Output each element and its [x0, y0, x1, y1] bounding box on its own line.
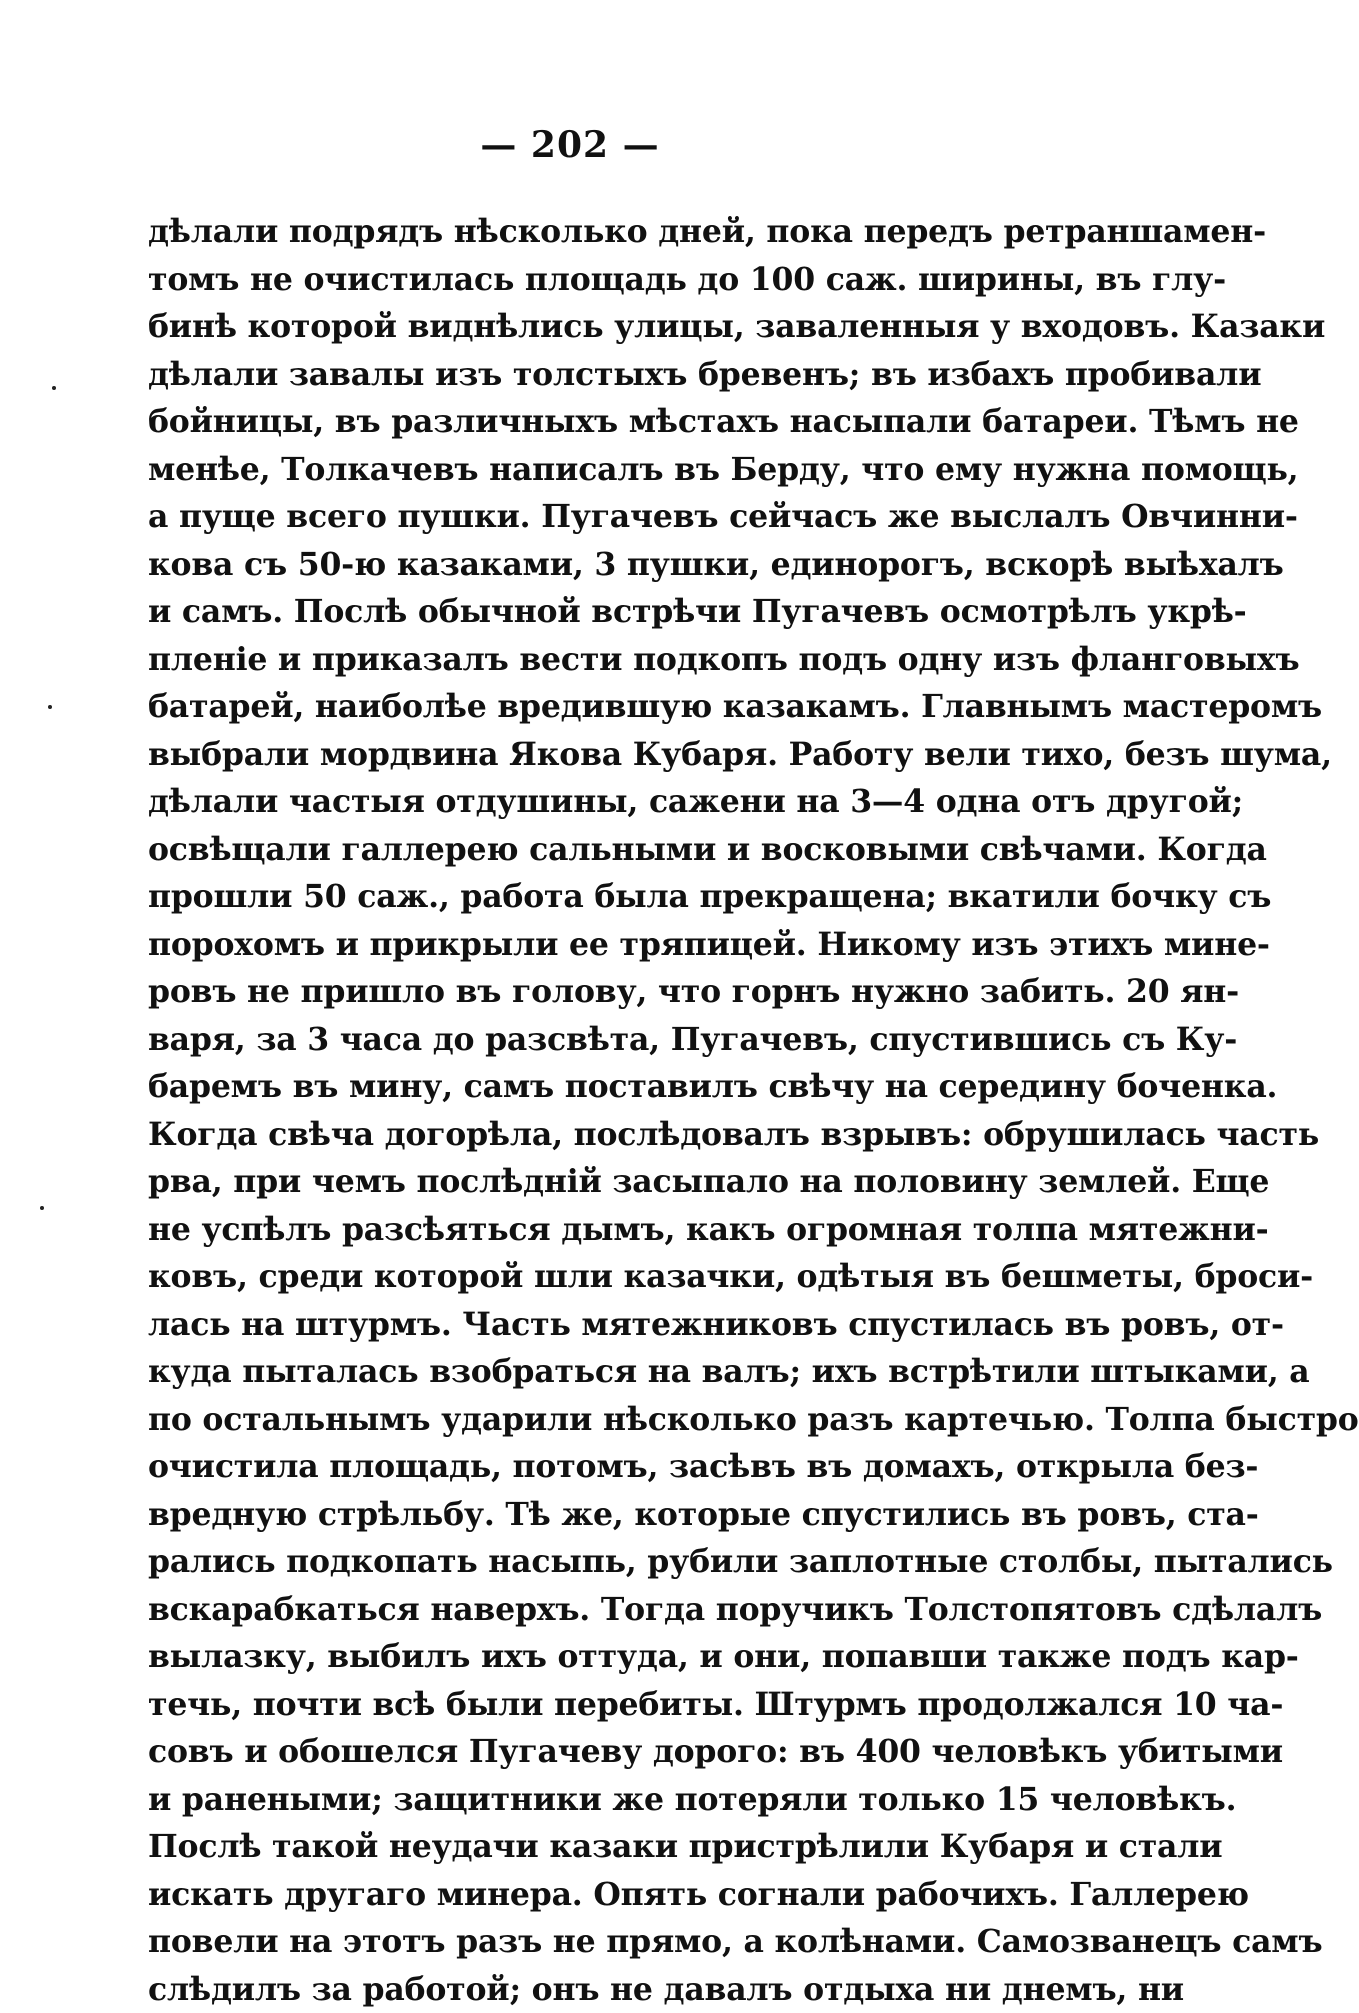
text-line: а пуще всего пушки. Пугачевъ сейчасъ же выслалъ Овчинни- [148, 493, 1088, 541]
text-line: дѣлали частыя отдушины, сажени на 3—4 одна отъ другой; [148, 778, 1088, 826]
text-line: ковъ, среди которой шли казачки, одѣтыя въ бешметы, броси- [148, 1253, 1088, 1301]
page-number: — 202 — [0, 124, 1140, 166]
text-line: лась на штурмъ. Часть мятежниковъ спустилась въ ровъ, от- [148, 1301, 1088, 1349]
text-line: повели на этотъ разъ не прямо, а колѣнами. Самозванецъ самъ [148, 1918, 1088, 1966]
text-line: совъ и обошелся Пугачеву дорого: въ 400 человѣкъ убитыми [148, 1728, 1088, 1776]
text-line: искать другаго минера. Опять согнали рабочихъ. Галлерею [148, 1871, 1088, 1919]
text-line: бинѣ которой виднѣлись улицы, заваленныя у входовъ. Казаки [148, 303, 1088, 351]
text-line: дѣлали подрядъ нѣсколько дней, пока передъ ретраншамен- [148, 208, 1088, 256]
text-line: слѣдилъ за работой; онъ не давалъ отдыха ни днемъ, ни [148, 1966, 1088, 2013]
scan-speck [40, 1206, 44, 1210]
text-line: вредную стрѣльбу. Тѣ же, которые спустились въ ровъ, ста- [148, 1491, 1088, 1539]
text-line: прошли 50 саж., работа была прекращена; вкатили бочку съ [148, 873, 1088, 921]
text-line: вылазку, выбилъ ихъ оттуда, и они, попавши также подъ кар- [148, 1633, 1088, 1681]
scan-speck [48, 705, 52, 709]
text-line: ровъ не пришло въ голову, что горнъ нужно забить. 20 ян- [148, 968, 1088, 1016]
text-line: Послѣ такой неудачи казаки пристрѣлили Кубаря и стали [148, 1823, 1088, 1871]
text-line: куда пыталась взобраться на валъ; ихъ встрѣтили штыками, а [148, 1348, 1088, 1396]
text-line: и самъ. Послѣ обычной встрѣчи Пугачевъ осмотрѣлъ укрѣ- [148, 588, 1088, 636]
text-line: кова съ 50-ю казаками, 3 пушки, единорогъ, вскорѣ выѣхалъ [148, 541, 1088, 589]
text-line: Когда свѣча догорѣла, послѣдовалъ взрывъ: обрушилась часть [148, 1111, 1088, 1159]
text-line: порохомъ и прикрыли ее тряпицей. Никому изъ этихъ мине- [148, 921, 1088, 969]
body-text [148, 208, 1088, 2013]
text-line: пленіе и приказалъ вести подкопъ подъ одну изъ фланговыхъ [148, 636, 1088, 684]
text-line: барeмъ въ мину, самъ поставилъ свѣчу на середину боченка. [148, 1063, 1088, 1111]
text-line: очистила площадь, потомъ, засѣвъ въ домахъ, открыла без- [148, 1443, 1088, 1491]
text-line: рались подкопать насыпь, рубили заплотные столбы, пытались [148, 1538, 1088, 1586]
text-line: по остальнымъ ударили нѣсколько разъ картечью. Толпа быстро [148, 1396, 1088, 1444]
text-line: менѣе, Толкачевъ написалъ въ Берду, что ему нужна помощь, [148, 446, 1088, 494]
text-line: течь, почти всѣ были перебиты. Штурмъ продолжался 10 ча- [148, 1681, 1088, 1729]
scan-speck [52, 386, 56, 390]
text-line: батарей, наиболѣе вредившую казакамъ. Главнымъ мастеромъ [148, 683, 1088, 731]
text-line: выбрали мордвина Якова Кубаря. Работу вели тихо, безъ шума, [148, 731, 1088, 779]
text-line: томъ не очистилась площадь до 100 саж. ширины, въ глу- [148, 256, 1088, 304]
text-line: дѣлали завалы изъ толстыхъ бревенъ; въ избахъ пробивали [148, 351, 1088, 399]
text-line: варя, за 3 часа до разсвѣта, Пугачевъ, спустившись съ Ку- [148, 1016, 1088, 1064]
text-line: и ранеными; защитники же потеряли только 15 человѣкъ. [148, 1776, 1088, 1824]
text-line: освѣщали галлерею сальными и восковыми свѣчами. Когда [148, 826, 1088, 874]
text-line: вскарабкаться наверхъ. Тогда поручикъ Толстопятовъ сдѣлалъ [148, 1586, 1088, 1634]
text-line: не успѣлъ разсѣяться дымъ, какъ огромная толпа мятежни- [148, 1206, 1088, 1254]
text-line: бойницы, въ различныхъ мѣстахъ насыпали батареи. Тѣмъ не [148, 398, 1088, 446]
text-line: рва, при чемъ послѣдній засыпало на половину землей. Еще [148, 1158, 1088, 1206]
